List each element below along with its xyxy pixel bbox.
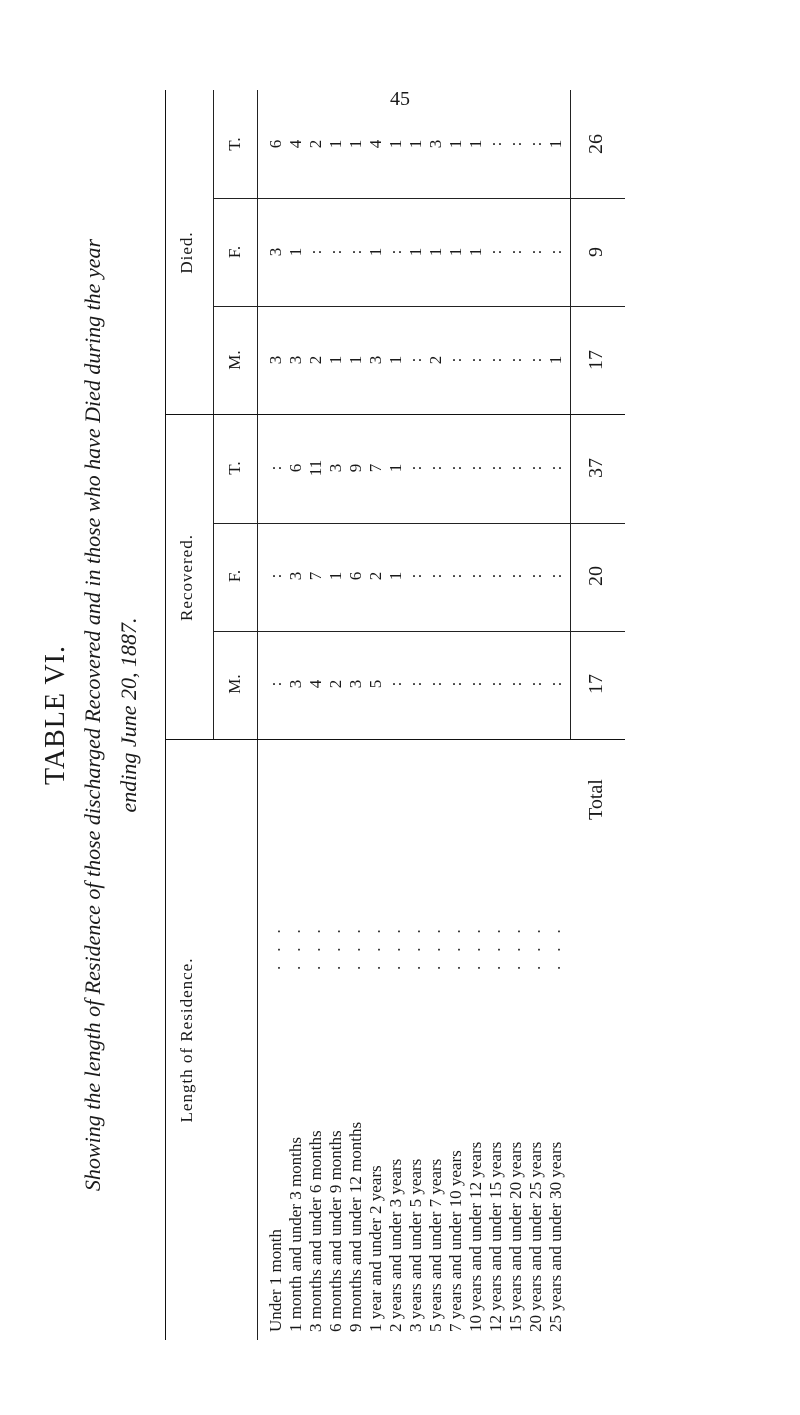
- row-leader-dots: ...: [365, 915, 384, 970]
- top-rule: [165, 90, 166, 1340]
- row-label: 3 years and under 5 years: [406, 1158, 425, 1332]
- divider-died-mf: [213, 306, 625, 307]
- cell-rt: 1: [386, 463, 405, 473]
- cell-df: 1: [366, 247, 385, 257]
- cell-rm: :: [266, 681, 285, 687]
- cell-df: 1: [446, 247, 465, 257]
- row-leader-dots: ...: [445, 915, 464, 970]
- header-bottom-rule: [257, 90, 258, 1340]
- row-leader-dots: ...: [485, 915, 504, 970]
- row-leader-dots: ...: [505, 915, 524, 970]
- cell-dt: 1: [446, 139, 465, 149]
- total-rule: [570, 90, 571, 740]
- cell-dm: 2: [306, 355, 325, 365]
- cell-df: :: [486, 249, 505, 255]
- total-rt: 37: [585, 458, 607, 478]
- row-label: 1 month and under 3 months: [286, 1136, 305, 1332]
- cell-rt: :: [426, 465, 445, 471]
- cell-dt: 2: [306, 139, 325, 149]
- total-label: Total: [585, 779, 607, 820]
- row-leader-dots: ...: [525, 915, 544, 970]
- row-leader-dots: ...: [325, 915, 344, 970]
- header-recovered-f: F.: [225, 569, 244, 583]
- page-number: 45: [390, 88, 410, 110]
- cell-dt: 3: [426, 139, 445, 149]
- row-label: 1 year and under 2 years: [366, 1165, 385, 1332]
- cell-rt: :: [466, 465, 485, 471]
- header-recovered: Recovered.: [177, 534, 196, 621]
- cell-rt: :: [406, 465, 425, 471]
- row-leader-dots: ...: [265, 915, 284, 970]
- cell-rm: 4: [306, 679, 325, 689]
- row-label: Under 1 month: [266, 1229, 285, 1332]
- cell-dt: 1: [346, 139, 365, 149]
- cell-dm: :: [406, 357, 425, 363]
- row-label: 15 years and under 20 years: [506, 1141, 525, 1332]
- cell-rt: 6: [286, 463, 305, 473]
- table-subtitle-line2: ending June 20, 1887.: [116, 617, 141, 813]
- cell-dm: :: [486, 357, 505, 363]
- total-df: 9: [585, 247, 607, 257]
- cell-df: :: [346, 249, 365, 255]
- cell-df: :: [306, 249, 325, 255]
- cell-dm: 3: [286, 355, 305, 365]
- row-label: 3 months and under 6 months: [306, 1130, 325, 1332]
- total-dt: 26: [585, 134, 607, 154]
- cell-dm: 2: [426, 355, 445, 365]
- cell-rt: 9: [346, 463, 365, 473]
- divider-length-recovered: [165, 739, 625, 740]
- cell-df: :: [326, 249, 345, 255]
- cell-rf: :: [546, 573, 565, 579]
- header-died-f: F.: [225, 245, 244, 259]
- cell-rf: :: [466, 573, 485, 579]
- cell-rt: :: [506, 465, 525, 471]
- cell-dt: :: [506, 141, 525, 147]
- cell-dt: 1: [406, 139, 425, 149]
- cell-dt: :: [486, 141, 505, 147]
- cell-dm: 1: [546, 355, 565, 365]
- cell-rm: :: [466, 681, 485, 687]
- row-leader-dots: ...: [285, 915, 304, 970]
- header-died: Died.: [177, 231, 196, 274]
- row-leader-dots: ...: [425, 915, 444, 970]
- cell-df: :: [526, 249, 545, 255]
- cell-df: 1: [286, 247, 305, 257]
- residence-table: [165, 90, 625, 1340]
- cell-rf: :: [486, 573, 505, 579]
- subheader-rule: [213, 90, 214, 740]
- row-leader-dots: ...: [465, 915, 484, 970]
- row-label: 9 months and under 12 months: [346, 1121, 365, 1332]
- cell-df: :: [506, 249, 525, 255]
- cell-rm: :: [386, 681, 405, 687]
- cell-dt: 1: [326, 139, 345, 149]
- cell-rt: :: [526, 465, 545, 471]
- table-title: TABLE VI.: [40, 645, 71, 786]
- row-label: 2 years and under 3 years: [386, 1158, 405, 1332]
- cell-rm: 2: [326, 679, 345, 689]
- cell-rf: :: [526, 573, 545, 579]
- cell-rm: :: [546, 681, 565, 687]
- cell-dm: :: [526, 357, 545, 363]
- cell-rf: :: [426, 573, 445, 579]
- total-dm: 17: [585, 350, 607, 370]
- cell-rf: :: [446, 573, 465, 579]
- row-leader-dots: ...: [345, 915, 364, 970]
- cell-rf: 6: [346, 571, 365, 581]
- divider-recovered-died: [165, 414, 625, 415]
- table-subtitle-line1: Showing the length of Residence of those discharged Recovered and in those who have Died during the year: [80, 238, 105, 1192]
- row-label: 25 years and under 30 years: [546, 1141, 565, 1332]
- cell-df: :: [546, 249, 565, 255]
- cell-dm: 3: [266, 355, 285, 365]
- cell-rm: 3: [346, 679, 365, 689]
- cell-df: 1: [426, 247, 445, 257]
- cell-dm: :: [506, 357, 525, 363]
- divider-rec-ft: [213, 523, 625, 524]
- cell-dm: :: [446, 357, 465, 363]
- cell-dt: 4: [366, 139, 385, 149]
- cell-rm: :: [506, 681, 525, 687]
- row-label: 7 years and under 10 years: [446, 1150, 465, 1332]
- cell-rf: 7: [306, 571, 325, 581]
- cell-rf: 3: [286, 571, 305, 581]
- total-rf: 20: [585, 566, 607, 586]
- cell-dt: :: [526, 141, 545, 147]
- row-leader-dots: ...: [545, 915, 564, 970]
- cell-rt: 7: [366, 463, 385, 473]
- cell-rf: 1: [326, 571, 345, 581]
- cell-rm: :: [446, 681, 465, 687]
- row-label: 10 years and under 12 years: [466, 1141, 485, 1332]
- cell-rm: :: [486, 681, 505, 687]
- cell-df: 1: [406, 247, 425, 257]
- cell-dm: :: [466, 357, 485, 363]
- cell-dt: 1: [546, 139, 565, 149]
- cell-df: 1: [466, 247, 485, 257]
- cell-rf: 1: [386, 571, 405, 581]
- cell-rf: :: [406, 573, 425, 579]
- cell-rm: :: [526, 681, 545, 687]
- cell-dm: 1: [346, 355, 365, 365]
- cell-df: :: [386, 249, 405, 255]
- header-died-m: M.: [225, 350, 244, 370]
- rotated-table-page: [40, 90, 607, 1340]
- header-length-of-residence: Length of Residence.: [177, 957, 196, 1123]
- row-label: 12 years and under 15 years: [486, 1141, 505, 1332]
- cell-dm: 1: [326, 355, 345, 365]
- cell-dm: 3: [366, 355, 385, 365]
- cell-rt: 3: [326, 463, 345, 473]
- row-leader-dots: ...: [385, 915, 404, 970]
- row-label: 20 years and under 25 years: [526, 1141, 545, 1332]
- row-label: 6 months and under 9 months: [326, 1130, 345, 1332]
- cell-rm: 3: [286, 679, 305, 689]
- divider-rec-mf: [213, 631, 625, 632]
- cell-dt: 4: [286, 139, 305, 149]
- cell-rm: :: [406, 681, 425, 687]
- cell-rf: :: [506, 573, 525, 579]
- divider-died-ft: [213, 198, 625, 199]
- cell-rt: :: [486, 465, 505, 471]
- cell-rt: :: [446, 465, 465, 471]
- row-leader-dots: ...: [305, 915, 324, 970]
- cell-dm: 1: [386, 355, 405, 365]
- header-died-t: T.: [225, 137, 244, 151]
- cell-rt: 11: [306, 459, 325, 477]
- cell-dt: 1: [386, 139, 405, 149]
- total-rm: 17: [585, 674, 607, 694]
- cell-dt: 6: [266, 139, 285, 149]
- row-leader-dots: ...: [405, 915, 424, 970]
- header-recovered-t: T.: [225, 461, 244, 475]
- cell-rf: :: [266, 573, 285, 579]
- cell-df: 3: [266, 247, 285, 257]
- header-recovered-m: M.: [225, 674, 244, 694]
- cell-rm: 5: [366, 679, 385, 689]
- cell-rf: 2: [366, 571, 385, 581]
- cell-dt: 1: [466, 139, 485, 149]
- row-label: 5 years and under 7 years: [426, 1158, 445, 1332]
- cell-rt: :: [546, 465, 565, 471]
- cell-rm: :: [426, 681, 445, 687]
- cell-rt: :: [266, 465, 285, 471]
